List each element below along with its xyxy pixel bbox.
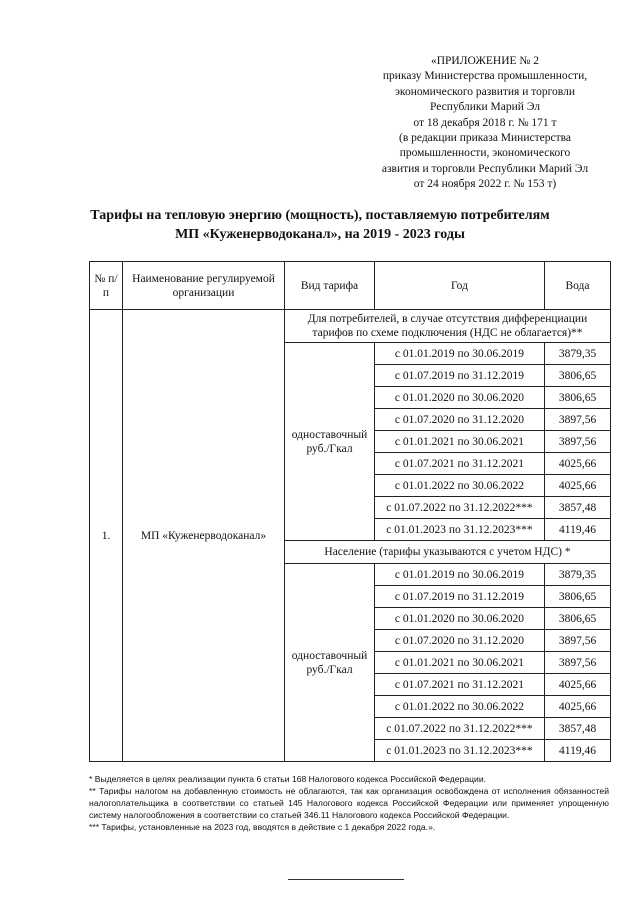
tariff-value-cell: 3857,48: [545, 497, 611, 519]
organization-name: МП «Куженерводоканал»: [123, 310, 285, 762]
header-num: № п/п: [90, 262, 123, 310]
appendix-line: экономического развития и торговли: [395, 85, 575, 98]
period-cell: с 01.01.2020 по 30.06.2020: [375, 387, 545, 409]
tariff-value-cell: 3879,35: [545, 564, 611, 586]
appendix-line: приказу Министерства промышленности,: [382, 70, 588, 83]
tariff-value-cell: 3897,56: [545, 652, 611, 674]
period-cell: с 01.07.2022 по 31.12.2022***: [375, 718, 545, 740]
header-org: Наименование регулируемой организации: [123, 262, 285, 310]
header-type: Вид тарифа: [285, 262, 375, 310]
period-cell: с 01.01.2021 по 30.06.2021: [375, 652, 545, 674]
tariff-type: одноставочный руб./Гкал: [285, 564, 375, 762]
period-cell: с 01.01.2023 по 31.12.2023***: [375, 519, 545, 541]
header-year: Год: [375, 262, 545, 310]
tariff-value-cell: 3806,65: [545, 387, 611, 409]
period-cell: с 01.07.2021 по 31.12.2021: [375, 674, 545, 696]
tariff-value-cell: 3806,65: [545, 365, 611, 387]
period-cell: с 01.07.2020 по 31.12.2020: [375, 409, 545, 431]
section-heading: Для потребителей, в случае отсутствия дифференциации тарифов по схеме подключения (НДС не облагается)**: [285, 310, 611, 343]
appendix-line: от 24 ноября 2022 г. № 153 т): [413, 178, 557, 191]
tariff-value-cell: 3897,56: [545, 431, 611, 453]
period-cell: с 01.01.2022 по 30.06.2022: [375, 475, 545, 497]
appendix-header: [360, 54, 610, 193]
tariff-value-cell: 4025,66: [545, 674, 611, 696]
row-number: 1.: [90, 310, 123, 762]
appendix-line: Республики Марий Эл: [429, 101, 540, 114]
table-header-row: [90, 262, 611, 310]
document-title: [80, 206, 560, 244]
footnote: ** Тарифы налогом на добавленную стоимость не облагаются, так как организация освобождена от исполнения обязанностей налогоплательщика в соответствии со статьей 145 Налогового кодекса Российской Федерации или применяет упрощенную систему налогообложения в соответствии со статьей 346.11 Налогового кодекса Российской Федерации.: [89, 786, 609, 820]
period-cell: с 01.01.2022 по 30.06.2022: [375, 696, 545, 718]
period-cell: с 01.07.2021 по 31.12.2021: [375, 453, 545, 475]
tariff-value-cell: 4025,66: [545, 475, 611, 497]
appendix-line: (в редакции приказа Министерства: [398, 132, 571, 145]
period-cell: с 01.01.2020 по 30.06.2020: [375, 608, 545, 630]
period-cell: с 01.01.2019 по 30.06.2019: [375, 564, 545, 586]
appendix-line: «ПРИЛОЖЕНИЕ № 2: [430, 55, 539, 67]
period-cell: с 01.01.2021 по 30.06.2021: [375, 431, 545, 453]
appendix-line: азвития и торговли Республики Марий Эл: [381, 162, 589, 175]
period-cell: с 01.01.2019 по 30.06.2019: [375, 343, 545, 365]
tariff-table: [89, 261, 611, 762]
bottom-rule: [288, 879, 404, 880]
footnote: *** Тарифы, установленные на 2023 год, вводятся в действие с 1 декабря 2022 года.».: [89, 822, 436, 832]
tariff-value-cell: 3806,65: [545, 586, 611, 608]
tariff-value-cell: 3897,56: [545, 409, 611, 431]
title-line-2: МП «Куженерводоканал», на 2019 - 2023 годы: [175, 227, 465, 242]
period-cell: с 01.01.2023 по 31.12.2023***: [375, 740, 545, 762]
tariff-value-cell: 3897,56: [545, 630, 611, 652]
appendix-line: от 18 декабря 2018 г. № 171 т: [413, 116, 557, 129]
title-line-1: Тарифы на тепловую энергию (мощность), поставляемую потребителям: [90, 208, 550, 223]
appendix-line: промышленности, экономического: [399, 147, 571, 160]
section-heading: Население (тарифы указываются с учетом НДС) *: [285, 541, 611, 564]
period-cell: с 01.07.2019 по 31.12.2019: [375, 586, 545, 608]
period-cell: с 01.07.2020 по 31.12.2020: [375, 630, 545, 652]
tariff-value-cell: 3879,35: [545, 343, 611, 365]
footnotes: [89, 773, 609, 833]
tariff-value-cell: 4025,66: [545, 453, 611, 475]
period-cell: с 01.07.2022 по 31.12.2022***: [375, 497, 545, 519]
header-water: Вода: [545, 262, 611, 310]
period-cell: с 01.07.2019 по 31.12.2019: [375, 365, 545, 387]
tariff-value-cell: 3806,65: [545, 608, 611, 630]
tariff-value-cell: 3857,48: [545, 718, 611, 740]
tariff-value-cell: 4119,46: [545, 740, 611, 762]
section-heading-row: [90, 310, 611, 343]
tariff-type: одноставочный руб./Гкал: [285, 343, 375, 541]
footnote: * Выделяется в целях реализации пункта 6 статьи 168 Налогового кодекса Российской Федерации.: [89, 774, 487, 784]
tariff-value-cell: 4119,46: [545, 519, 611, 541]
tariff-value-cell: 4025,66: [545, 696, 611, 718]
